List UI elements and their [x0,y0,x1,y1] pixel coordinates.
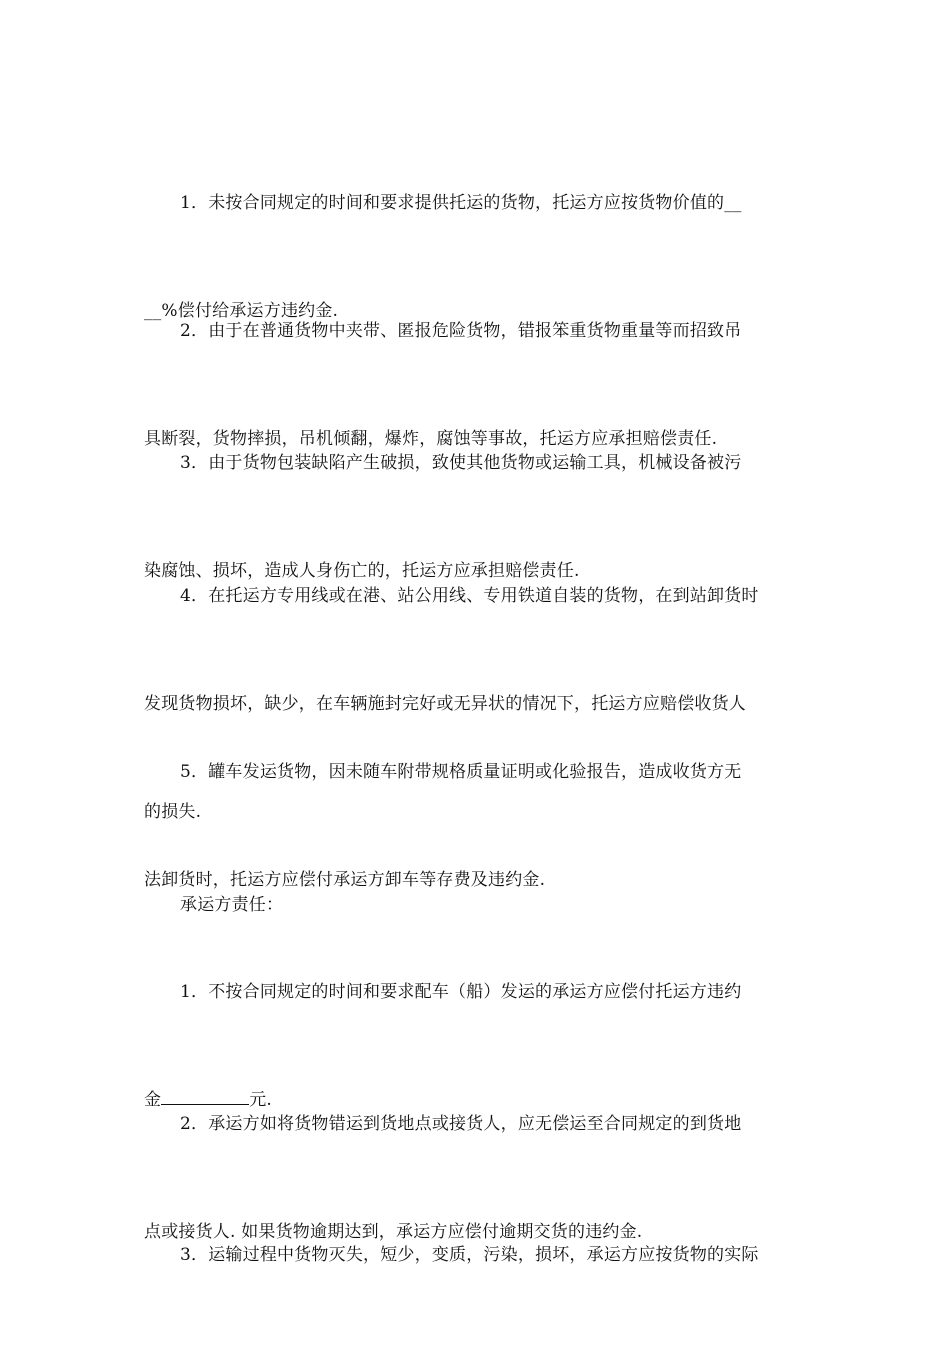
paragraph-line: 1．未按合同规定的时间和要求提供托运的货物，托运方应按货物价值的__ [180,193,742,213]
paragraph-line: 3．运输过程中货物灭失，短少，变质，污染，损坏，承运方应按货物的实际 [180,1245,759,1265]
paragraph-line: 4．在托运方专用线或在港、站公用线、专用铁道自装的货物，在到站卸货时 [180,586,759,606]
paragraph-line: 染腐蚀、损坏，造成人身伤亡的，托运方应承担赔偿责任. [144,561,580,581]
paragraph-line: 发现货物损坏，缺少，在车辆施封完好或无异状的情况下，托运方应赔偿收货人 [144,694,746,714]
section-heading-text: 承运方责任： [180,895,284,915]
paragraph-line: 3．由于货物包装缺陷产生破损，致使其他货物或运输工具，机械设备被污 [180,453,742,473]
paragraph-line: 1．不按合同规定的时间和要求配车（船）发运的承运方应偿付托运方违约 [180,982,742,1002]
paragraph-line: 法卸货时，托运方应偿付承运方卸车等存费及违约金. [144,870,546,890]
carrier-paragraph-3 [144,1165,810,1345]
paragraph-line: __%偿付给承运方违约金. [144,301,339,321]
paragraph-line: 5．罐车发运货物，因未随车附带规格质量证明或化验报告，造成收货方无 [180,762,742,782]
paragraph-line: 点或接货人. 如果货物逾期达到，承运方应偿付逾期交货的违约金. [144,1222,643,1242]
paragraph-line: 2．承运方如将货物错运到货地点或接货人，应无偿运至合同规定的到货地 [180,1114,742,1134]
paragraph-line: 具断裂，货物摔损，吊机倾翻，爆炸，腐蚀等事故，托运方应承担赔偿责任. [144,429,718,449]
amount-suffix: 元. [249,1090,273,1110]
paragraph-line: 2．由于在普通货物中夹带、匿报危险货物，错报笨重货物重量等而招致吊 [180,321,742,341]
amount-prefix: 金 [144,1090,162,1110]
paragraph-line: 的损失. [144,802,202,822]
